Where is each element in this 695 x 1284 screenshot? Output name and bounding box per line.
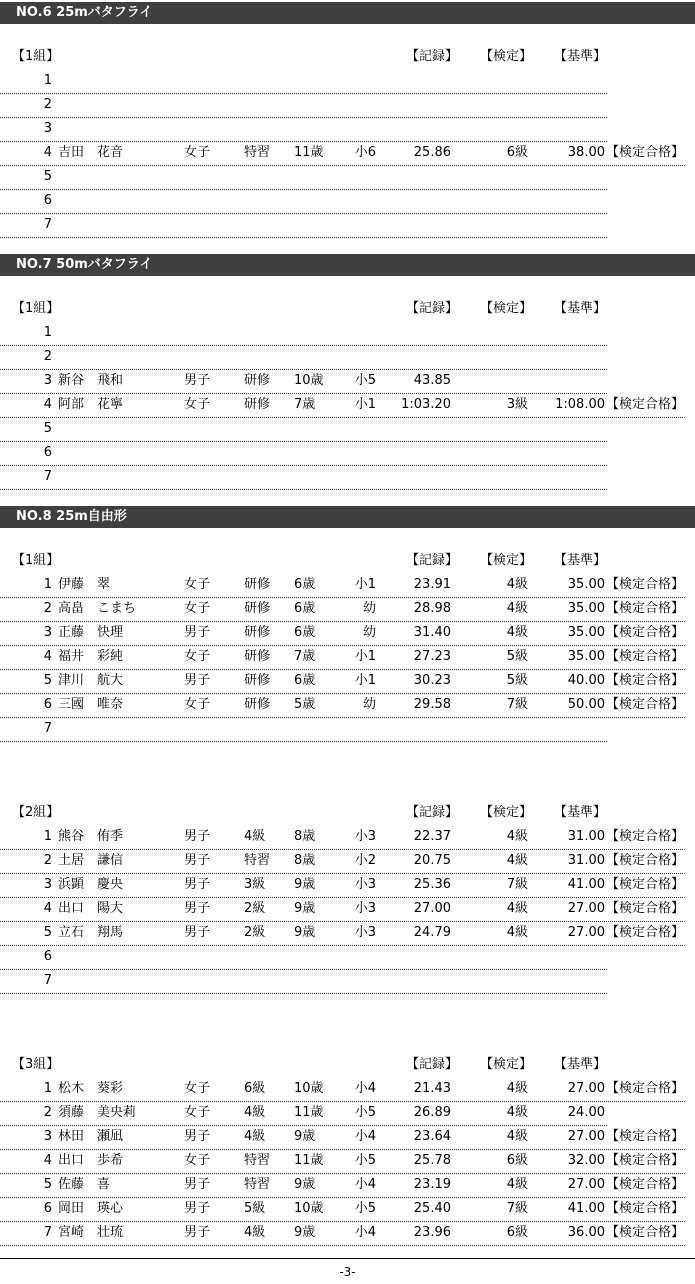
level-column-header: 【検定】: [480, 553, 533, 568]
record-time-cell: 25.40: [413, 1201, 451, 1216]
record-time-cell: 22.37: [413, 829, 451, 844]
record-time-cell: 24.79: [413, 925, 451, 940]
result-row: [0, 1150, 685, 1174]
class-cell: 研修: [244, 601, 271, 616]
result-row: [0, 1126, 685, 1150]
school-grade-cell: 小1: [354, 673, 376, 688]
pass-badge: 【検定合格】: [606, 673, 685, 688]
age-cell: 10歳: [294, 373, 324, 388]
lane-number: 5: [43, 421, 52, 436]
class-cell: 2級: [244, 925, 266, 940]
lane-number: 3: [43, 121, 52, 136]
result-row: [0, 1102, 607, 1126]
result-row: [0, 598, 685, 622]
pass-badge: 【検定合格】: [606, 697, 685, 712]
test-level-cell: 4級: [506, 925, 528, 940]
test-level-cell: 5級: [506, 649, 528, 664]
result-row: [0, 370, 607, 394]
group-header-row: [0, 46, 607, 70]
gender-cell: 女子: [184, 1153, 211, 1168]
record-time-cell: 1:03.20: [401, 397, 451, 412]
lane-number: 6: [43, 445, 52, 460]
record-column-header: 【記録】: [406, 805, 459, 820]
class-cell: 3級: [244, 877, 266, 892]
pass-badge: 【検定合格】: [606, 877, 685, 892]
gender-cell: 男子: [184, 829, 211, 844]
test-level-cell: 4級: [506, 853, 528, 868]
result-row: [0, 898, 685, 922]
pass-badge: 【検定合格】: [606, 1081, 685, 1096]
pass-badge: 【検定合格】: [606, 577, 685, 592]
test-level-cell: 7級: [506, 877, 528, 892]
gender-cell: 男子: [184, 373, 211, 388]
pass-badge: 【検定合格】: [606, 1129, 685, 1144]
result-row: [0, 850, 685, 874]
gender-cell: 女子: [184, 601, 211, 616]
age-cell: 6歳: [294, 673, 316, 688]
standard-time-cell: 27.00: [567, 1081, 605, 1096]
gender-cell: 男子: [184, 1177, 211, 1192]
school-grade-cell: 小4: [354, 1081, 376, 1096]
gender-cell: 男子: [184, 1225, 211, 1240]
standard-time-cell: 36.00: [567, 1225, 605, 1240]
pass-badge: 【検定合格】: [606, 397, 685, 412]
event-header: NO.8 25m自由形: [0, 506, 695, 528]
age-cell: 9歳: [294, 925, 316, 940]
result-row: [0, 622, 685, 646]
swimmer-name: 林田 瀬凪: [58, 1129, 124, 1144]
standard-time-cell: 50.00: [567, 697, 605, 712]
result-row: [0, 922, 685, 946]
swimmer-name: 高畠 こまち: [58, 601, 137, 616]
swimmer-name: 阿部 花寧: [58, 397, 124, 412]
level-column-header: 【検定】: [480, 301, 533, 316]
record-time-cell: 25.86: [413, 145, 451, 160]
school-grade-cell: 幼: [362, 601, 376, 616]
gender-cell: 男子: [184, 901, 211, 916]
result-row: [0, 1078, 685, 1102]
result-row: [0, 142, 685, 166]
age-cell: 11歳: [294, 1105, 324, 1120]
swimmer-name: 松木 葵彩: [58, 1081, 124, 1096]
standard-time-cell: 27.00: [567, 925, 605, 940]
standard-time-cell: 32.00: [567, 1153, 605, 1168]
school-grade-cell: 小5: [354, 1153, 376, 1168]
result-row: [0, 442, 607, 466]
record-column-header: 【記録】: [406, 49, 459, 64]
group-header-row: [0, 298, 607, 322]
lane-number: 1: [43, 73, 52, 88]
result-row: [0, 574, 685, 598]
class-cell: 研修: [244, 397, 271, 412]
lane-number: 1: [43, 829, 52, 844]
record-column-header: 【記録】: [406, 1057, 459, 1072]
standard-column-header: 【基準】: [554, 805, 607, 820]
pass-badge: 【検定合格】: [606, 601, 685, 616]
test-level-cell: 4級: [506, 577, 528, 592]
swimmer-name: 出口 陽大: [58, 901, 124, 916]
result-row: [0, 346, 607, 370]
pass-badge: 【検定合格】: [606, 649, 685, 664]
pass-badge: 【検定合格】: [606, 829, 685, 844]
age-cell: 11歳: [294, 145, 324, 160]
pass-badge: 【検定合格】: [606, 625, 685, 640]
gender-cell: 女子: [184, 697, 211, 712]
gender-cell: 男子: [184, 625, 211, 640]
school-grade-cell: 小3: [354, 877, 376, 892]
class-cell: 研修: [244, 697, 271, 712]
age-cell: 9歳: [294, 1129, 316, 1144]
swimmer-name: 津川 航大: [58, 673, 124, 688]
lane-number: 1: [43, 1081, 52, 1096]
age-cell: 8歳: [294, 853, 316, 868]
event-header: NO.6 25mバタフライ: [0, 2, 695, 24]
test-level-cell: 5級: [506, 673, 528, 688]
standard-time-cell: 27.00: [567, 1129, 605, 1144]
age-cell: 5歳: [294, 697, 316, 712]
pass-badge: 【検定合格】: [606, 1225, 685, 1240]
age-cell: 9歳: [294, 901, 316, 916]
lane-number: 3: [43, 373, 52, 388]
school-grade-cell: 小5: [354, 373, 376, 388]
result-row: [0, 874, 685, 898]
swimmer-name: 三國 唯奈: [58, 697, 124, 712]
school-grade-cell: 小1: [354, 577, 376, 592]
standard-column-header: 【基準】: [554, 49, 607, 64]
page-number: -3-: [339, 1265, 356, 1279]
age-cell: 11歳: [294, 1153, 324, 1168]
lane-number: 4: [43, 397, 52, 412]
record-time-cell: 31.40: [413, 625, 451, 640]
result-row: [0, 466, 607, 490]
gender-cell: 女子: [184, 649, 211, 664]
test-level-cell: 4級: [506, 829, 528, 844]
pass-badge: 【検定合格】: [606, 145, 685, 160]
record-time-cell: 23.91: [413, 577, 451, 592]
lane-number: 5: [43, 169, 52, 184]
test-level-cell: 3級: [506, 397, 528, 412]
lane-number: 5: [43, 925, 52, 940]
gender-cell: 女子: [184, 577, 211, 592]
result-row: [0, 214, 607, 238]
standard-time-cell: 41.00: [567, 877, 605, 892]
test-level-cell: 6級: [506, 1225, 528, 1240]
gender-cell: 男子: [184, 1129, 211, 1144]
age-cell: 9歳: [294, 877, 316, 892]
pass-badge: 【検定合格】: [606, 1177, 685, 1192]
age-cell: 9歳: [294, 1225, 316, 1240]
age-cell: 6歳: [294, 601, 316, 616]
swimmer-name: 出口 歩希: [58, 1153, 124, 1168]
class-cell: 研修: [244, 649, 271, 664]
standard-time-cell: 1:08.00: [555, 397, 605, 412]
age-cell: 7歳: [294, 649, 316, 664]
group-header-row: [0, 802, 607, 826]
gender-cell: 女子: [184, 1105, 211, 1120]
lane-number: 4: [43, 649, 52, 664]
result-row: [0, 646, 685, 670]
gender-cell: 女子: [184, 1081, 211, 1096]
class-cell: 6級: [244, 1081, 266, 1096]
swimmer-name: 立石 翔馬: [58, 925, 124, 940]
lane-number: 7: [43, 721, 52, 736]
class-cell: 研修: [244, 673, 271, 688]
result-row: [0, 94, 607, 118]
school-grade-cell: 小1: [354, 649, 376, 664]
record-time-cell: 43.85: [413, 373, 451, 388]
result-row: [0, 1198, 685, 1222]
result-row: [0, 718, 607, 742]
result-row: [0, 946, 607, 970]
lane-number: 2: [43, 1105, 52, 1120]
record-time-cell: 27.23: [413, 649, 451, 664]
group-header-row: [0, 550, 607, 574]
standard-time-cell: 35.00: [567, 601, 605, 616]
record-time-cell: 30.23: [413, 673, 451, 688]
lane-number: 3: [43, 1129, 52, 1144]
result-row: [0, 826, 685, 850]
standard-time-cell: 38.00: [567, 145, 605, 160]
swimmer-name: 吉田 花音: [58, 145, 124, 160]
record-time-cell: 23.96: [413, 1225, 451, 1240]
lane-number: 6: [43, 949, 52, 964]
test-level-cell: 4級: [506, 1105, 528, 1120]
age-cell: 6歳: [294, 625, 316, 640]
lane-number: 2: [43, 349, 52, 364]
result-row: [0, 694, 685, 718]
test-level-cell: 4級: [506, 901, 528, 916]
standard-column-header: 【基準】: [554, 1057, 607, 1072]
swimmer-name: 熊谷 侑季: [58, 829, 124, 844]
swimmer-name: 浜顕 慶央: [58, 877, 124, 892]
result-row: [0, 394, 685, 418]
gender-cell: 男子: [184, 673, 211, 688]
swimmer-name: 宮崎 壮琉: [58, 1225, 124, 1240]
gender-cell: 女子: [184, 145, 211, 160]
gender-cell: 男子: [184, 925, 211, 940]
group-header-row: [0, 1054, 607, 1078]
record-time-cell: 27.00: [413, 901, 451, 916]
group-label: 【1組】: [12, 49, 60, 64]
class-cell: 特習: [244, 1177, 271, 1192]
record-time-cell: 25.36: [413, 877, 451, 892]
swimmer-name: 岡田 瑛心: [58, 1201, 124, 1216]
class-cell: 特習: [244, 853, 271, 868]
school-grade-cell: 小4: [354, 1177, 376, 1192]
school-grade-cell: 幼: [362, 625, 376, 640]
standard-time-cell: 31.00: [567, 853, 605, 868]
pass-badge: 【検定合格】: [606, 1153, 685, 1168]
lane-number: 5: [43, 673, 52, 688]
gender-cell: 男子: [184, 853, 211, 868]
lane-number: 6: [43, 1201, 52, 1216]
test-level-cell: 4級: [506, 1177, 528, 1192]
lane-number: 7: [43, 1225, 52, 1240]
result-row: [0, 322, 607, 346]
class-cell: 5級: [244, 1201, 266, 1216]
gender-cell: 女子: [184, 397, 211, 412]
lane-number: 4: [43, 1153, 52, 1168]
lane-number: 6: [43, 697, 52, 712]
test-level-cell: 4級: [506, 1129, 528, 1144]
record-time-cell: 25.78: [413, 1153, 451, 1168]
age-cell: 8歳: [294, 829, 316, 844]
record-time-cell: 23.19: [413, 1177, 451, 1192]
standard-time-cell: 27.00: [567, 1177, 605, 1192]
record-time-cell: 26.89: [413, 1105, 451, 1120]
record-time-cell: 23.64: [413, 1129, 451, 1144]
lane-number: 3: [43, 877, 52, 892]
group-label: 【2組】: [12, 805, 60, 820]
standard-time-cell: 35.00: [567, 577, 605, 592]
test-level-cell: 7級: [506, 697, 528, 712]
record-time-cell: 29.58: [413, 697, 451, 712]
level-column-header: 【検定】: [480, 1057, 533, 1072]
swimmer-name: 伊藤 翠: [58, 577, 111, 592]
level-column-header: 【検定】: [480, 805, 533, 820]
lane-number: 2: [43, 853, 52, 868]
class-cell: 研修: [244, 577, 271, 592]
standard-time-cell: 40.00: [567, 673, 605, 688]
lane-number: 5: [43, 1177, 52, 1192]
record-time-cell: 21.43: [413, 1081, 451, 1096]
test-level-cell: 6級: [506, 145, 528, 160]
school-grade-cell: 小3: [354, 925, 376, 940]
result-row: [0, 1222, 685, 1246]
standard-time-cell: 35.00: [567, 649, 605, 664]
result-row: [0, 118, 607, 142]
level-column-header: 【検定】: [480, 49, 533, 64]
standard-column-header: 【基準】: [554, 301, 607, 316]
result-row: [0, 70, 607, 94]
test-level-cell: 4級: [506, 601, 528, 616]
gender-cell: 男子: [184, 1201, 211, 1216]
lane-number: 2: [43, 97, 52, 112]
pass-badge: 【検定合格】: [606, 1201, 685, 1216]
standard-column-header: 【基準】: [554, 553, 607, 568]
group-label: 【1組】: [12, 553, 60, 568]
event-header: NO.7 50mバタフライ: [0, 254, 695, 276]
school-grade-cell: 小5: [354, 1105, 376, 1120]
group-label: 【1組】: [12, 301, 60, 316]
lane-number: 6: [43, 193, 52, 208]
swimmer-name: 正藤 快理: [58, 625, 124, 640]
pass-badge: 【検定合格】: [606, 853, 685, 868]
class-cell: 4級: [244, 829, 266, 844]
lane-number: 4: [43, 901, 52, 916]
school-grade-cell: 小4: [354, 1129, 376, 1144]
record-column-header: 【記録】: [406, 301, 459, 316]
class-cell: 4級: [244, 1225, 266, 1240]
school-grade-cell: 小5: [354, 1201, 376, 1216]
class-cell: 特習: [244, 145, 271, 160]
class-cell: 研修: [244, 625, 271, 640]
record-time-cell: 20.75: [413, 853, 451, 868]
test-level-cell: 7級: [506, 1201, 528, 1216]
swimmer-name: 須藤 美央莉: [58, 1105, 137, 1120]
record-column-header: 【記録】: [406, 553, 459, 568]
swimmer-name: 佐藤 喜: [58, 1177, 111, 1192]
lane-number: 7: [43, 973, 52, 988]
pass-badge: 【検定合格】: [606, 901, 685, 916]
class-cell: 4級: [244, 1105, 266, 1120]
group-label: 【3組】: [12, 1057, 60, 1072]
standard-time-cell: 41.00: [567, 1201, 605, 1216]
lane-number: 1: [43, 325, 52, 340]
record-time-cell: 28.98: [413, 601, 451, 616]
school-grade-cell: 小1: [354, 397, 376, 412]
result-row: [0, 190, 607, 214]
age-cell: 7歳: [294, 397, 316, 412]
lane-number: 2: [43, 601, 52, 616]
school-grade-cell: 幼: [362, 697, 376, 712]
result-row: [0, 670, 685, 694]
gender-cell: 男子: [184, 877, 211, 892]
swimmer-name: 新谷 飛和: [58, 373, 124, 388]
result-row: [0, 1174, 685, 1198]
class-cell: 研修: [244, 373, 271, 388]
result-row: [0, 970, 607, 994]
age-cell: 9歳: [294, 1177, 316, 1192]
age-cell: 10歳: [294, 1201, 324, 1216]
standard-time-cell: 35.00: [567, 625, 605, 640]
result-row: [0, 166, 607, 190]
lane-number: 4: [43, 145, 52, 160]
standard-time-cell: 31.00: [567, 829, 605, 844]
class-cell: 2級: [244, 901, 266, 916]
school-grade-cell: 小3: [354, 829, 376, 844]
standard-time-cell: 27.00: [567, 901, 605, 916]
school-grade-cell: 小4: [354, 1225, 376, 1240]
school-grade-cell: 小2: [354, 853, 376, 868]
lane-number: 7: [43, 217, 52, 232]
lane-number: 3: [43, 625, 52, 640]
class-cell: 特習: [244, 1153, 271, 1168]
lane-number: 1: [43, 577, 52, 592]
footer-divider: [0, 1258, 695, 1259]
school-grade-cell: 小6: [354, 145, 376, 160]
test-level-cell: 4級: [506, 1081, 528, 1096]
age-cell: 10歳: [294, 1081, 324, 1096]
test-level-cell: 6級: [506, 1153, 528, 1168]
school-grade-cell: 小3: [354, 901, 376, 916]
swimmer-name: 福井 彩純: [58, 649, 124, 664]
class-cell: 4級: [244, 1129, 266, 1144]
result-row: [0, 418, 607, 442]
standard-time-cell: 24.00: [567, 1105, 605, 1120]
pass-badge: 【検定合格】: [606, 925, 685, 940]
swimmer-name: 土居 謙信: [58, 853, 124, 868]
lane-number: 7: [43, 469, 52, 484]
test-level-cell: 4級: [506, 625, 528, 640]
age-cell: 6歳: [294, 577, 316, 592]
